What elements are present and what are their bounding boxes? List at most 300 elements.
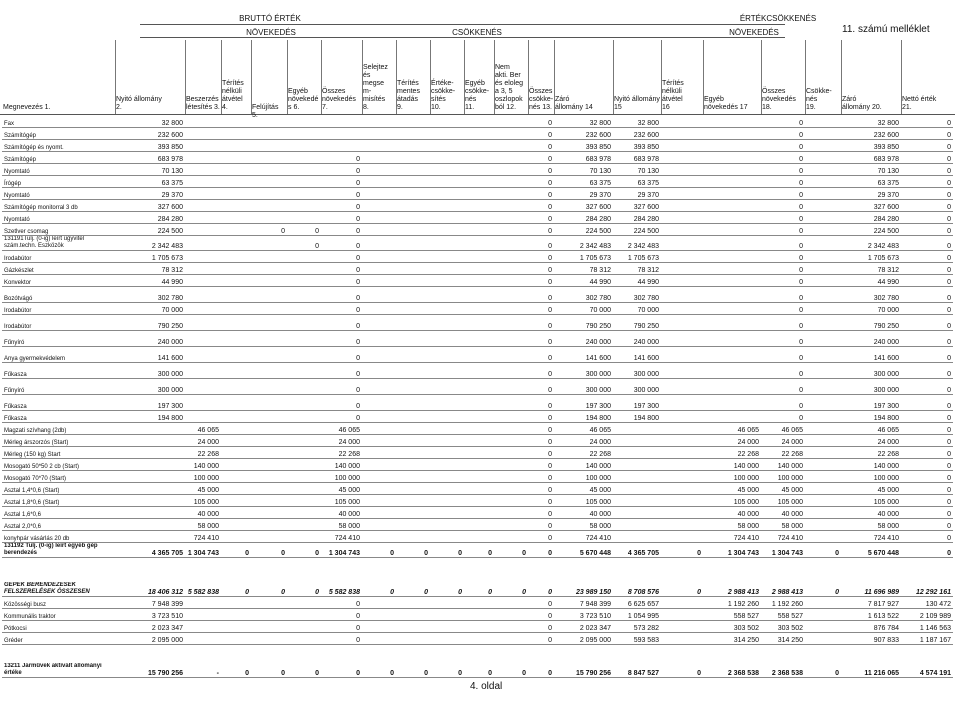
cell-value: 0 [528,236,554,251]
cell-value: 0 [528,597,554,609]
cell-value [430,459,464,471]
cell-value: 29 370 [841,188,901,200]
cell-value [362,459,396,471]
row-label: Közösségi busz [2,597,115,609]
cell-value: 0 [901,200,953,212]
cell-value [221,459,251,471]
row-label: Asztal 1,8*0,6 (Start) [2,495,115,507]
cell-value [703,164,761,176]
table-row [2,335,953,347]
cell-value [661,447,703,459]
cell-value [661,519,703,531]
cell-value: 40 000 [321,507,362,519]
cell-value [703,263,761,275]
asset-table [2,116,953,678]
cell-value: 2 368 538 [761,663,805,678]
row-label: Számítógép monitorral 3 db [2,200,115,212]
cell-value [185,116,221,128]
cell-value: 790 250 [554,319,613,331]
cell-value [221,128,251,140]
cell-value [464,188,494,200]
cell-value: 0 [221,543,251,558]
cell-value [251,633,287,645]
cell-value: 46 065 [761,423,805,435]
row-label: 131191Tulj. (0-ig) leírt ügyvitel szám.techn. Eszközök [2,236,115,251]
cell-value [221,200,251,212]
cell-value: 0 [901,116,953,128]
cell-value [362,176,396,188]
cell-value [613,519,661,531]
cell-value [703,188,761,200]
cell-value [805,128,841,140]
cell-value [805,621,841,633]
cell-value [805,447,841,459]
cell-value: 0 [321,224,362,236]
cell-value: 0 [901,411,953,423]
cell-value: 0 [761,291,805,303]
cell-value: 63 375 [554,176,613,188]
cell-value [661,275,703,287]
cell-value [362,495,396,507]
cell-value [430,471,464,483]
cell-value: 0 [321,263,362,275]
cell-value [661,399,703,411]
cell-value [251,351,287,363]
cell-value: 0 [761,319,805,331]
cell-value: 1 705 673 [554,251,613,263]
cell-value: 23 989 150 [554,582,613,597]
cell-value: 24 000 [703,435,761,447]
cell-value [362,519,396,531]
cell-value: 558 527 [703,609,761,621]
cell-value [464,152,494,164]
cell-value: 0 [362,543,396,558]
cell-value [430,319,464,331]
cell-value: 6 625 657 [613,597,661,609]
cell-value [464,621,494,633]
cell-value: 327 600 [554,200,613,212]
cell-value [185,251,221,263]
cell-value [221,351,251,363]
cell-value: 40 000 [761,507,805,519]
cell-value: 24 000 [554,435,613,447]
cell-value [464,483,494,495]
cell-value: 70 000 [554,303,613,315]
cell-value: 0 [528,483,554,495]
cell-value [251,495,287,507]
cell-value: 2 109 989 [901,609,953,621]
cell-value [494,383,528,395]
column-header: Egyéb növekedé s 6. [288,88,319,111]
cell-value [805,176,841,188]
table-row [2,411,953,423]
cell-value [464,507,494,519]
cell-value [661,411,703,423]
cell-value [251,200,287,212]
cell-value [494,597,528,609]
cell-value [703,411,761,423]
cell-value [221,116,251,128]
cell-value: 0 [251,224,287,236]
cell-value [430,263,464,275]
cell-value: 0 [494,543,528,558]
cell-value [362,128,396,140]
cell-value [494,411,528,423]
cell-value: 29 370 [115,188,185,200]
table-row [2,495,953,507]
cell-value [251,383,287,395]
cell-value [494,236,528,251]
cell-value [221,303,251,315]
cell-value [430,423,464,435]
cell-value: 0 [494,582,528,597]
cell-value [494,483,528,495]
cell-value: 0 [901,543,953,558]
cell-value: 24 000 [321,435,362,447]
cell-value: 24 000 [761,435,805,447]
cell-value: 0 [528,633,554,645]
cell-value [430,633,464,645]
cell-value: 58 000 [703,519,761,531]
table-row [2,367,953,379]
cell-value [661,263,703,275]
cell-value: 300 000 [115,383,185,395]
cell-value: 100 000 [841,471,901,483]
cell-value [251,291,287,303]
page-number: 4. oldal [470,681,503,692]
cell-value [661,164,703,176]
cell-value: 0 [528,164,554,176]
cell-value: 40 000 [185,507,221,519]
row-label: Gréder [2,633,115,645]
cell-value [115,531,185,543]
cell-value [396,275,430,287]
cell-value [185,597,221,609]
cell-value: 2 342 483 [115,236,185,251]
cell-value [396,224,430,236]
cell-value [115,435,185,447]
cell-value [185,411,221,423]
cell-value: 558 527 [761,609,805,621]
cell-value [805,507,841,519]
cell-value: 0 [901,367,953,379]
cell-value: 197 300 [613,399,661,411]
cell-value: 224 500 [554,224,613,236]
cell-value: 393 850 [554,140,613,152]
row-label: Konvektor [2,275,115,287]
cell-value [251,188,287,200]
cell-value [287,275,321,287]
cell-value [430,621,464,633]
cell-value: 2 342 483 [554,236,613,251]
cell-value [464,351,494,363]
cell-value: 327 600 [613,200,661,212]
cell-value: 0 [901,447,953,459]
cell-value [661,531,703,543]
cell-value [396,519,430,531]
cell-value: 0 [528,140,554,152]
cell-value: 303 502 [703,621,761,633]
cell-value [661,495,703,507]
cell-value [464,531,494,543]
cell-value [362,335,396,347]
cell-value [430,200,464,212]
cell-value: 58 000 [761,519,805,531]
cell-value: 0 [761,367,805,379]
cell-value: 140 000 [841,459,901,471]
cell-value: 0 [321,164,362,176]
cell-value [430,275,464,287]
cell-value: 0 [901,152,953,164]
cell-value: 0 [901,236,953,251]
row-label: Pótkocsi [2,621,115,633]
cell-value: 29 370 [554,188,613,200]
cell-value [613,507,661,519]
cell-value [661,152,703,164]
cell-value: 0 [528,543,554,558]
cell-value [805,263,841,275]
cell-value [805,483,841,495]
column-header: Záró állomány 14 [555,96,593,111]
cell-value [805,435,841,447]
cell-value: 140 000 [761,459,805,471]
table-row [2,212,953,224]
cell-value [115,471,185,483]
cell-value [221,164,251,176]
cell-value [494,303,528,315]
cell-value: 0 [528,582,554,597]
cell-value: 0 [528,621,554,633]
cell-value [464,411,494,423]
cell-value [221,471,251,483]
table-row [2,423,953,435]
cell-value: 78 312 [554,263,613,275]
cell-value: 45 000 [761,483,805,495]
cell-value [362,140,396,152]
cell-value: 302 780 [115,291,185,303]
row-label: Mosogató 70*70 (Start) [2,471,115,483]
cell-value: 78 312 [841,263,901,275]
cell-value [494,609,528,621]
cell-value [703,200,761,212]
column-header: Egyéb növekedés 17 [704,96,748,111]
cell-value [251,116,287,128]
cell-value: 100 000 [321,471,362,483]
cell-value: 0 [321,367,362,379]
row-label: Nyomtató [2,164,115,176]
cell-value [661,459,703,471]
cell-value: 0 [430,543,464,558]
cell-value [221,383,251,395]
cell-value: 70 000 [613,303,661,315]
cell-value [430,367,464,379]
cell-value: 4 365 705 [115,543,185,558]
cell-value [115,423,185,435]
cell-value: 593 583 [613,633,661,645]
cell-value [396,483,430,495]
cell-value [494,507,528,519]
cell-value [185,176,221,188]
cell-value: 0 [528,459,554,471]
cell-value [362,251,396,263]
cell-value: 0 [528,224,554,236]
table-row [2,140,953,152]
cell-value [287,447,321,459]
cell-value [430,251,464,263]
row-label: Fűnyíró [2,383,115,395]
cell-value: 0 [494,663,528,678]
cell-value [494,140,528,152]
cell-value: 300 000 [554,383,613,395]
cell-value: 0 [321,212,362,224]
cell-value: 58 000 [554,519,613,531]
cell-value [464,251,494,263]
cell-value [430,116,464,128]
cell-value: 141 600 [554,351,613,363]
cell-value: 7 817 927 [841,597,901,609]
cell-value [221,507,251,519]
cell-value [221,531,251,543]
cell-value: 0 [528,303,554,315]
table-row [2,176,953,188]
cell-value: 0 [287,224,321,236]
cell-value [396,633,430,645]
cell-value [703,236,761,251]
cell-value: 876 784 [841,621,901,633]
cell-value [362,200,396,212]
cell-value [494,435,528,447]
cell-value [396,236,430,251]
cell-value: 0 [528,495,554,507]
cell-value [396,459,430,471]
cell-value: 18 406 312 [115,582,185,597]
cell-value [362,411,396,423]
cell-value: 78 312 [613,263,661,275]
cell-value: 70 130 [115,164,185,176]
cell-value [362,633,396,645]
cell-value [464,633,494,645]
cell-value [805,303,841,315]
cell-value: 0 [761,303,805,315]
cell-value: 0 [528,251,554,263]
row-label: Asztal 2,0*0,6 [2,519,115,531]
cell-value: 0 [901,495,953,507]
column-header: Felújítás 5. [252,104,279,119]
cell-value [251,519,287,531]
cell-value: 0 [761,275,805,287]
cell-value [661,116,703,128]
cell-value: 194 800 [115,411,185,423]
cell-value: 78 312 [115,263,185,275]
table-row [2,609,953,621]
cell-value: 0 [287,663,321,678]
cell-value [464,128,494,140]
cell-value: 0 [321,383,362,395]
row-label: Irodabútor [2,303,115,315]
cell-value [287,423,321,435]
cell-value: 232 600 [841,128,901,140]
cell-value [661,176,703,188]
cell-value: 0 [761,140,805,152]
cell-value [396,367,430,379]
cell-value [494,531,528,543]
cell-value [362,399,396,411]
cell-value [251,609,287,621]
table-row [2,200,953,212]
cell-value: 0 [901,519,953,531]
cell-value [221,609,251,621]
cell-value: 1 705 673 [841,251,901,263]
table-row [2,519,953,531]
cell-value: 224 500 [841,224,901,236]
cell-value [494,459,528,471]
table-row [2,128,953,140]
cell-value: 63 375 [841,176,901,188]
cell-value [464,495,494,507]
cell-value [287,176,321,188]
cell-value [251,435,287,447]
row-label: Fűnyíró [2,335,115,347]
cell-value: 724 410 [185,531,221,543]
cell-value [185,128,221,140]
cell-value [805,212,841,224]
cell-value: 140 000 [321,459,362,471]
cell-value: 22 268 [703,447,761,459]
cell-value: 232 600 [115,128,185,140]
cell-value: 232 600 [613,128,661,140]
table-row [2,558,953,583]
row-label: Számítógép [2,128,115,140]
cell-value: 0 [321,335,362,347]
cell-value: 314 250 [703,633,761,645]
cell-value [464,459,494,471]
cell-value [661,351,703,363]
cell-value [464,263,494,275]
cell-value: 40 000 [841,507,901,519]
cell-value: 0 [528,531,554,543]
cell-value [396,176,430,188]
cell-value: 0 [901,164,953,176]
cell-value: 0 [761,335,805,347]
cell-value [185,383,221,395]
cell-value: 0 [901,483,953,495]
cell-value: 1 705 673 [115,251,185,263]
cell-value [396,128,430,140]
cell-value [221,263,251,275]
cell-value: 302 780 [841,291,901,303]
cell-value [464,335,494,347]
cell-value: 105 000 [554,495,613,507]
cell-value: 0 [528,435,554,447]
cell-value [464,519,494,531]
cell-value: 22 268 [761,447,805,459]
cell-value [185,152,221,164]
cell-value [221,140,251,152]
cell-value: 724 410 [554,531,613,543]
cell-value: 197 300 [841,399,901,411]
cell-value: 0 [901,140,953,152]
cell-value: 46 065 [703,423,761,435]
cell-value [494,176,528,188]
cell-value: 314 250 [761,633,805,645]
cell-value [494,128,528,140]
cell-value: 22 268 [321,447,362,459]
column-header: Selejtez és megse m- misítés 8. [363,64,388,111]
cell-value [221,483,251,495]
cell-value [362,291,396,303]
cell-value: 0 [901,435,953,447]
cell-value [251,411,287,423]
